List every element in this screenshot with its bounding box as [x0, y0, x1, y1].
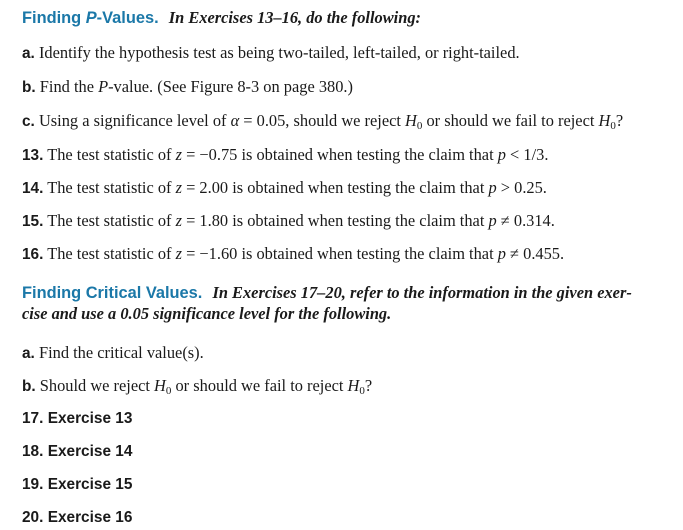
- part-text: Identify the hypothesis test as being two-tailed, left-tailed, or right-tailed.: [38, 43, 520, 62]
- part-text: Find the critical value(s).: [38, 343, 204, 362]
- part-label: a.: [22, 345, 35, 362]
- exercise-20: [22, 508, 132, 528]
- exercise-text: Exercise 14: [47, 443, 133, 460]
- exercise-18: [22, 442, 132, 462]
- part-label: b.: [22, 79, 36, 96]
- section2-instruction-line2: [22, 304, 391, 324]
- part-c: [22, 111, 623, 132]
- exercise-13: [22, 145, 548, 166]
- part-a: [22, 43, 520, 64]
- heading-instruction-line1: In Exercises 17–20, refer to the information in the given exer-: [212, 283, 632, 302]
- part-label: b.: [22, 378, 36, 395]
- exercise-text: Exercise 15: [47, 476, 133, 493]
- part-text: Using a significance level of α = 0.05, should we reject $H_0$ or should we fail to reject $H_0$?: [38, 111, 624, 132]
- exercise-19: [22, 475, 132, 495]
- part-b: [22, 77, 353, 98]
- part-text: Should we reject $H_0$ or should we fail to reject $H_0$?: [39, 376, 373, 397]
- exercise-text: The test statistic of z = 1.80 is obtained when testing the claim that p ≠ 0.314.: [47, 211, 555, 230]
- heading-instruction-line2: cise and use a 0.05 significance level for the following.: [22, 304, 392, 323]
- exercise-number: 16.: [22, 246, 44, 263]
- exercise-text: The test statistic of z = 2.00 is obtained when testing the claim that p > 0.25.: [47, 178, 547, 197]
- exercise-text: Exercise 16: [47, 509, 133, 526]
- exercise-text: The test statistic of z = −0.75 is obtained when testing the claim that p < 1/3.: [47, 145, 549, 164]
- part-label: c.: [22, 113, 35, 130]
- heading-instruction: In Exercises 13–16, do the following:: [168, 8, 421, 27]
- exercise-number: 14.: [22, 180, 44, 197]
- heading-title: Finding Critical Values.: [22, 284, 203, 302]
- exercise-14: [22, 178, 547, 199]
- exercise-number: 15.: [22, 213, 44, 230]
- exercise-text: The test statistic of z = −1.60 is obtained when testing the claim that p ≠ 0.455.: [47, 244, 565, 263]
- exercise-number: 19.: [22, 476, 44, 493]
- exercise-number: 18.: [22, 443, 44, 460]
- exercise-number: 17.: [22, 410, 44, 427]
- exercise-17: [22, 409, 132, 429]
- section2-part-a: [22, 343, 204, 364]
- part-label: a.: [22, 45, 35, 62]
- exercise-text: Exercise 13: [47, 410, 133, 427]
- heading-title: Finding P-Values.: [22, 9, 159, 27]
- part-text: Find the P-value. (See Figure 8-3 on page 380.): [39, 77, 353, 96]
- section2-part-b: [22, 376, 372, 397]
- section-heading-critical-values: [22, 283, 632, 303]
- exercise-16: [22, 244, 564, 265]
- exercise-number: 13.: [22, 147, 44, 164]
- exercise-15: [22, 211, 555, 232]
- exercise-number: 20.: [22, 509, 44, 526]
- section-heading-p-values: [22, 8, 421, 28]
